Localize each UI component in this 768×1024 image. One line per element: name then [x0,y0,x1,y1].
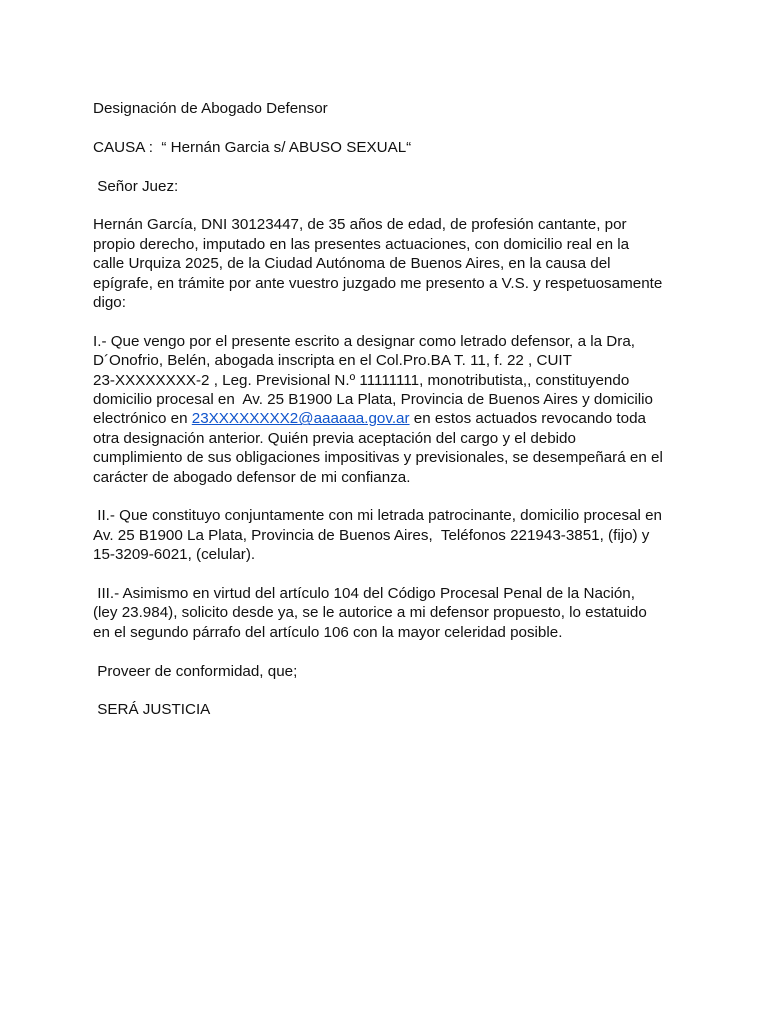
section-1-line: D´Onofrio, Belén, abogada inscripta en el Col.Pro.BA T. 11, f. 22 , CUIT [93,352,572,370]
section-1-line: otra designación anterior. Quién previa aceptación del cargo y el debido [93,429,576,447]
intro-line: propio derecho, imputado en las presentes actuaciones, con domicilio real en la [93,235,630,253]
intro-line: digo: [93,294,126,312]
section-1-line: cumplimiento de sus obligaciones impositivas y previsionales, se desempeñará en el [93,449,663,467]
email-suffix: en estos actuados revocando toda [409,410,646,428]
causa-text: CAUSA : “ Hernán Garcia s/ ABUSO SEXUAL“ [93,138,412,156]
document-title [93,99,683,118]
section-1-line: domicilio procesal en Av. 25 B1900 La Plata, Provincia de Buenos Aires y domicilio [93,391,653,409]
document-page [93,99,683,739]
section-3-line: en el segundo párrafo del artículo 106 con la mayor celeridad posible. [93,623,563,641]
section-2-line: Av. 25 B1900 La Plata, Provincia de Buenos Aires, Teléfonos 221943-3851, (fijo) y [93,526,650,544]
email-link[interactable]: 23XXXXXXXX2@aaaaaa.gov.ar [191,410,410,428]
intro-line: Hernán García, DNI 30123447, de 35 años de edad, de profesión cantante, por [93,216,627,234]
section-2-paragraph [93,506,683,564]
section-3-paragraph [93,584,683,642]
causa-line [93,138,683,157]
section-1-email-line [93,409,683,428]
section-3-line: (ley 23.984), solicito desde ya, se le autorice a mi defensor propuesto, lo estatuido [93,604,647,622]
email-prefix: electrónico en [93,410,192,428]
final-text: SERÁ JUSTICIA [93,701,211,719]
section-2-line: 15-3209-6021, (celular). [93,546,256,564]
section-1-line: 23-XXXXXXXX-2 , Leg. Previsional N.º 11111111, monotributista,, constituyendo [93,371,630,389]
title-text: Designación de Abogado Defensor [93,100,328,117]
salutation-text: Señor Juez: [93,177,179,195]
intro-paragraph [93,215,683,312]
section-1-line: carácter de abogado defensor de mi confianza. [93,468,411,486]
section-1-line: I.- Que vengo por el presente escrito a designar como letrado defensor, a la Dra, [93,332,635,350]
intro-line: epígrafe, en trámite por ante vuestro juzgado me presento a V.S. y respetuosamente [93,274,663,292]
closing-paragraph [93,662,683,681]
section-2-line: II.- Que constituyo conjuntamente con mi letrada patrocinante, domicilio procesal en [93,507,662,525]
salutation [93,177,683,196]
final-paragraph [93,700,683,719]
intro-line: calle Urquiza 2025, de la Ciudad Autónoma de Buenos Aires, en la causa del [93,255,611,273]
section-1-paragraph [93,332,683,487]
section-3-line: III.- Asimismo en virtud del artículo 104 del Código Procesal Penal de la Nación, [93,585,635,603]
closing-text: Proveer de conformidad, que; [93,662,298,680]
